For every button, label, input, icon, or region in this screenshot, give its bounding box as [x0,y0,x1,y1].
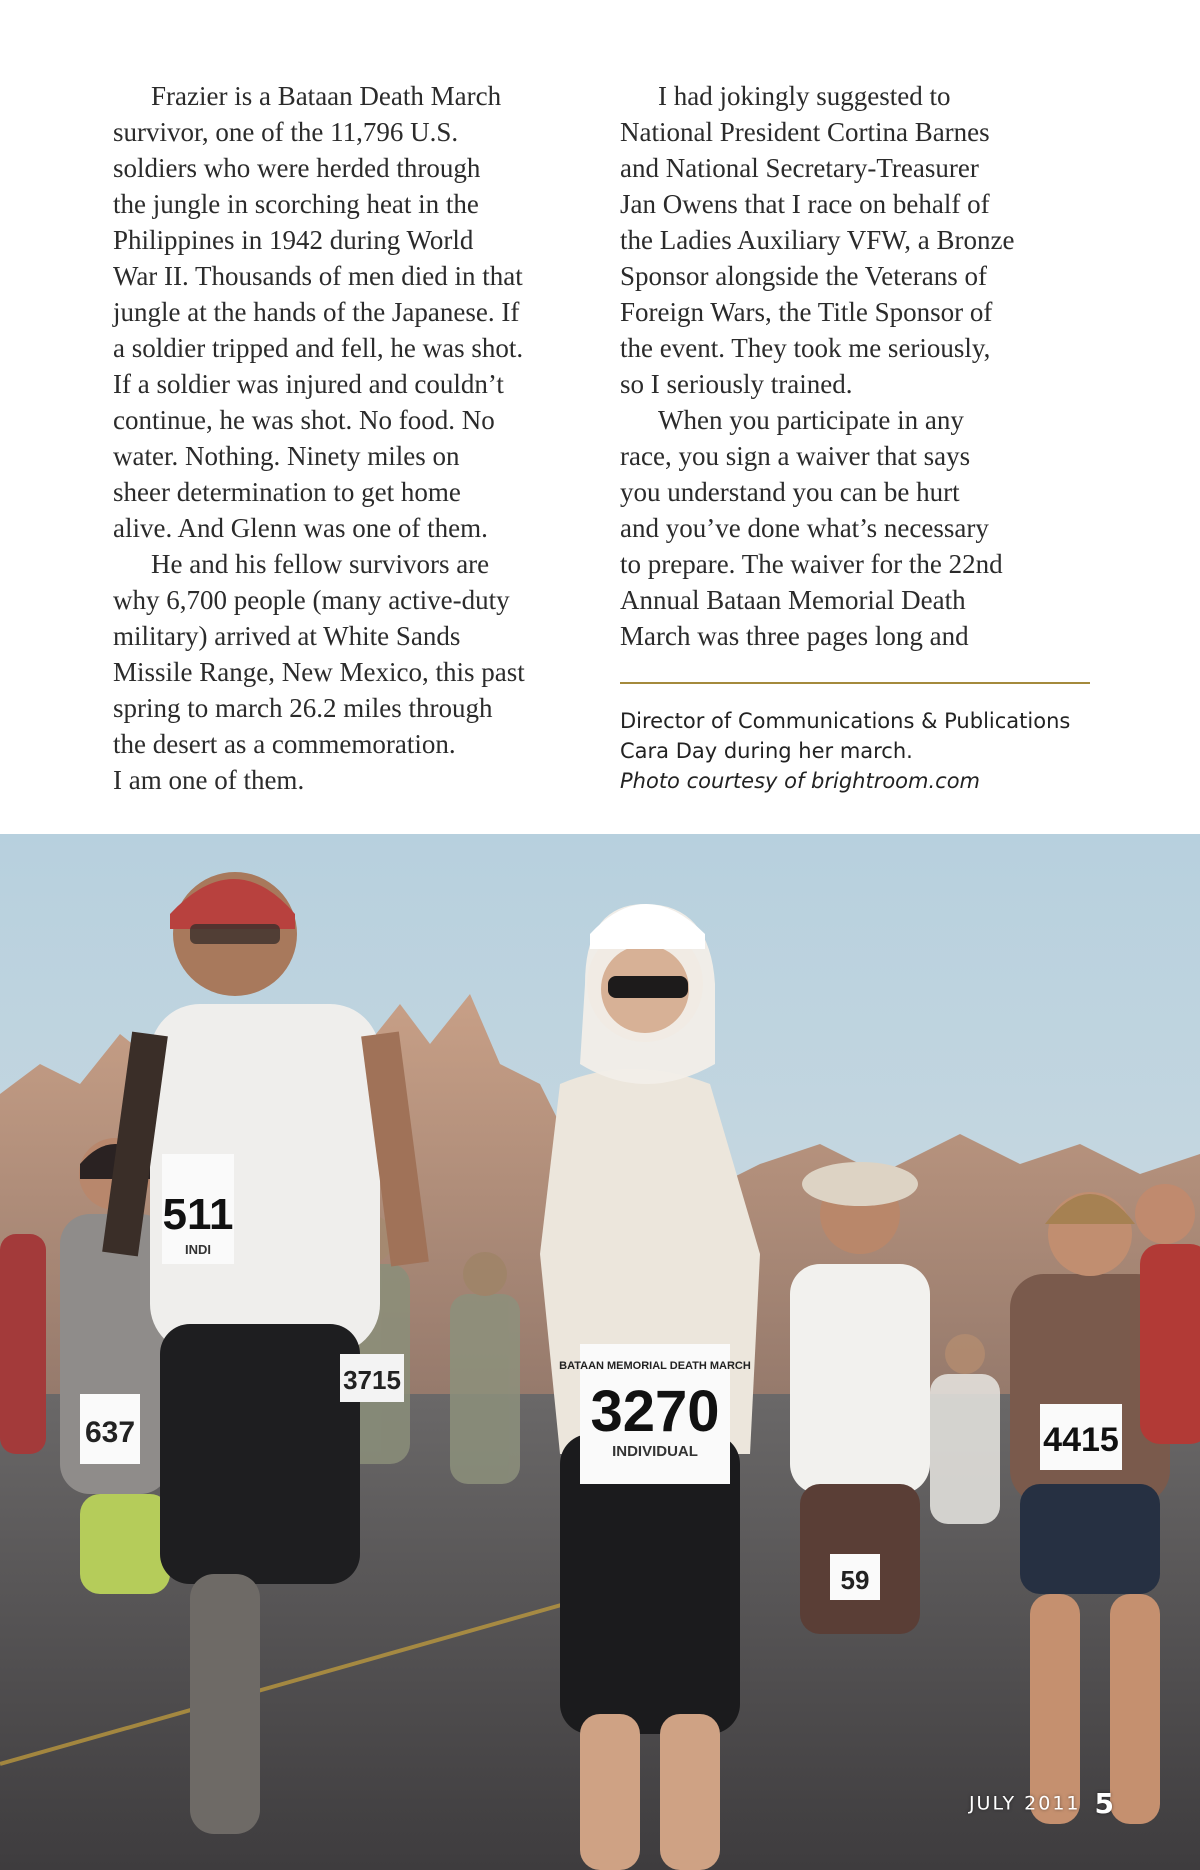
march-photo [0,834,1200,1870]
left-column-line: spring to march 26.2 miles through [113,693,493,723]
left-column-line: Philippines in 1942 during World [113,225,474,255]
right-column-line: I had jokingly suggested to [658,81,951,111]
right-column-line: Foreign Wars, the Title Sponsor of [620,297,993,327]
page-number: 5 [1094,1787,1114,1820]
right-column-line: race, you sign a waiver that says [620,441,971,471]
right-column-line: Jan Owens that I race on behalf of [620,189,990,219]
left-column-line: soldiers who were herded through [113,153,481,183]
right-column-line: When you participate in any [658,405,964,435]
left-column-line: continue, he was shot. No food. No [113,405,495,435]
bib-soldier: 3715 [343,1365,401,1395]
bib-runner-center-label: INDIVIDUAL [612,1443,698,1460]
bib-header: BATAAN MEMORIAL DEATH MARCH [559,1360,751,1372]
page-footer [969,1787,1114,1820]
bib-runner-left: 511 [162,1190,234,1239]
right-column-line: March was three pages long and [620,621,969,651]
left-column-line: I am one of them. [113,765,305,795]
left-column-line: the desert as a commemoration. [113,729,456,759]
right-column-line: Annual Bataan Memorial Death [620,585,966,615]
caption-line-2: Cara Day during her march. [620,739,913,763]
caption-rule [620,682,1090,684]
right-column-line: the Ladies Auxiliary VFW, a Bronze [620,225,1015,255]
photo-credit: Photo courtesy of brightroom.com [620,769,981,793]
bib-man-hat: 59 [840,1565,870,1595]
left-column-line: alive. And Glenn was one of them. [113,513,488,543]
right-column-line: the event. They took me seriously, [620,333,991,363]
right-text-column [620,78,1090,654]
left-column-line: the jungle in scorching heat in the [113,189,479,219]
left-column-line: He and his fellow survivors are [151,549,490,579]
right-column-line: to prepare. The waiver for the 22nd [620,549,1003,579]
caption-line-1: Director of Communications & Publications [620,709,1071,733]
left-text-column [113,78,595,798]
left-column-line: War II. Thousands of men died in that [113,261,523,291]
left-column-line: jungle at the hands of the Japanese. If [113,297,520,327]
photo-caption [620,706,1100,796]
left-column-line: If a soldier was injured and couldn’t [113,369,504,399]
right-column-line: and National Secretary-Treasurer [620,153,979,183]
bib-runner-left-label: INDI [185,1242,211,1257]
bib-runner-right: 4415 [1043,1421,1119,1459]
bib-woman-left: 637 [84,1416,136,1449]
right-column-line: you understand you can be hurt [620,477,960,507]
left-column-line: sheer determination to get home [113,477,461,507]
left-column-line: water. Nothing. Ninety miles on [113,441,460,471]
right-column-line: Sponsor alongside the Veterans of [620,261,987,291]
right-column-line: and you’ve done what’s necessary [620,513,989,543]
left-column-line: a soldier tripped and fell, he was shot. [113,333,524,363]
left-column-line: survivor, one of the 11,796 U.S. [113,117,459,147]
right-column-line: National President Cortina Barnes [620,117,990,147]
bib-runner-center: 3270 [590,1379,720,1444]
left-column-line: Frazier is a Bataan Death March [151,81,502,111]
issue-date: JULY 2011 [968,1792,1081,1815]
left-column-line: Missile Range, New Mexico, this past [113,657,525,687]
left-column-line: military) arrived at White Sands [113,621,461,651]
right-column-line: so I seriously trained. [620,369,853,399]
left-column-line: why 6,700 people (many active-duty [113,585,510,615]
